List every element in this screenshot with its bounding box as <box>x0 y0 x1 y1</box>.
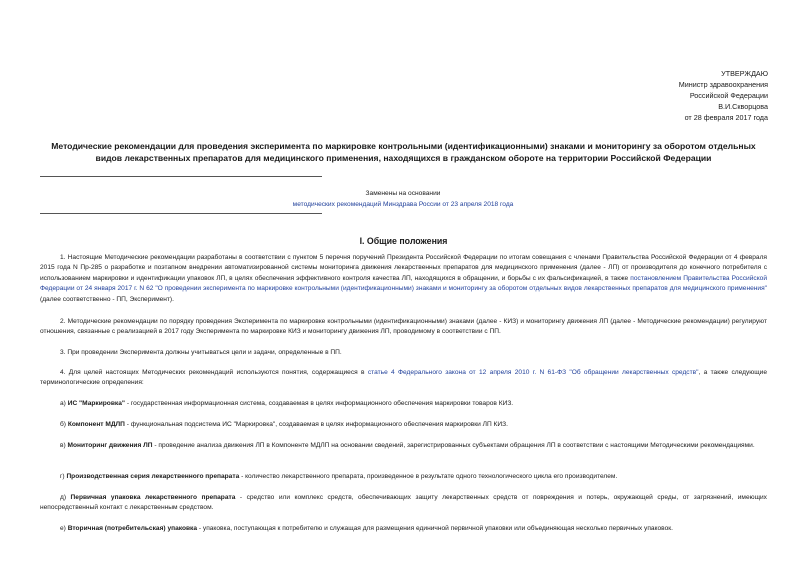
approval-position: Министр здравоохранения <box>678 80 768 89</box>
definition-e <box>40 493 767 514</box>
paragraph-1-tail: (далее соответственно - ПП, Эксперимент). <box>40 295 174 303</box>
section-heading: I. Общие положения <box>359 236 448 246</box>
paragraph-3: 3. При проведении Эксперимента должны учитываться цели и задачи, определенные в ПП. <box>60 349 342 356</box>
document-title: Методические рекомендации для проведения эксперимента по маркировке контрольными (идентификационными) знаками и мониторингу за оборотом отдельных видов лекарственных препаратов для медицинского применения, находящихся в гражданском обороте на территории Российской Федерации <box>51 141 756 163</box>
approval-block <box>568 68 768 123</box>
paragraph-4 <box>40 368 767 389</box>
definition-a-term: ИС "Маркировка" <box>67 400 125 407</box>
definition-f-prefix: е) <box>60 525 68 532</box>
definition-e-prefix: д) <box>60 494 71 501</box>
definition-a-text: - государственная информационная система, создаваемая в целях информационного обеспечения маркировки товаров КИЗ. <box>125 400 514 407</box>
approval-country: Российской Федерации <box>689 91 768 100</box>
definition-a-prefix: а) <box>60 400 68 407</box>
definition-c <box>40 441 767 451</box>
definition-b-prefix: б) <box>60 421 68 428</box>
definition-f <box>40 524 767 534</box>
paragraph-4-text: 4. Для целей настоящих Методических рекомендаций используются понятия, содержащиеся в <box>60 369 368 376</box>
definition-d-text: - количество лекарственного препарата, произведенное в результате одного технологического цикла его производителем. <box>239 473 618 480</box>
replaced-link[interactable]: методических рекомендаций Минздрава России от 23 апреля 2018 года <box>292 201 514 208</box>
paragraph-1-text: 1. Настоящие Методические рекомендации разработаны в соответствии с пунктом 5 перечня поручений Президента Российской Федерации по итогам совещания с членами Правительства Российской Федерации от 4 февраля 2015 года N Пр-285 о разработке и поэтапном внедрении автоматизированной системы мониторинга движения лекарственных препаратов для медицинского применения (далее - ЛП) от производителя до конечного потребителя с использованием маркировки и идентификации упаковок ЛП, в целях обеспечения эффективного контроля качества ЛП, находящихся в обращении, и борьбы с их фальсификацией, в также <box>40 254 767 282</box>
definition-c-prefix: в) <box>60 442 68 449</box>
definition-d <box>40 472 767 482</box>
approval-label: УТВЕРЖДАЮ <box>721 69 768 78</box>
definition-e-text: - средство или комплекс средств, обеспечивающих защиту лекарственных средств от повреждения и потерь, окружающей среды, от загрязнений, имеющих непосредственный контакт с лекарственным средством. <box>40 494 767 512</box>
paragraph-4-tail: , а также следующие терминологические определения: <box>40 369 768 387</box>
divider-top <box>40 176 322 177</box>
definition-f-term: Вторичная (потребительская) упаковка <box>67 525 198 532</box>
definition-e-term: Первичная упаковка лекарственного препарата <box>70 494 236 501</box>
replaced-text: Заменены на основании <box>365 190 441 197</box>
definition-c-text: - проведение анализа движения ЛП в Компоненте МДЛП на основании сведений, зарегистрированных субъектами обращения ЛП в соответствии с настоящими Методическими рекомендациями. <box>152 442 755 449</box>
definition-b-text: - функциональная подсистема ИС "Маркировка", создаваемая в целях информационного обеспечения маркировки ЛП КИЗ. <box>124 421 508 428</box>
paragraph-1 <box>40 253 767 305</box>
definition-d-term: Производственная серия лекарственного препарата <box>66 473 240 480</box>
replaced-note <box>230 188 576 210</box>
approval-date: от 28 февраля 2017 года <box>684 113 768 122</box>
federal-law-link[interactable]: статье 4 Федерального закона от 12 апреля 2010 г. N 61-ФЗ "Об обращении лекарственных средств" <box>367 369 699 376</box>
paragraph-2: 2. Методические рекомендации по порядку проведения Эксперимента по маркировке контрольными (идентификационными) знаками (далее - КИЗ) и мониторингу движения ЛП (далее - Методические рекомендации) регулируют отношения, связанные с реализацией в 2017 году Эксперимента по маркировке КИЗ и мониторингу движения ЛП, проводимому в соответствии с ПП. <box>40 318 767 336</box>
government-decree-link[interactable]: постановлением Правительства Российской Федерации от 24 января 2017 г. N 62 "О проведении эксперимента по маркировке контрольными (идентификационными) знаками и мониторингу за оборотом отдельных видов лекарственных препаратов для медицинского применения" <box>40 274 767 293</box>
approval-signer: В.И.Скворцова <box>718 102 768 111</box>
definition-f-text: - упаковка, поступающая к потребителю и служащая для размещения единичной первичной упаковки или объединяющая несколько первичных упаковок. <box>197 525 673 532</box>
definition-c-term: Мониторинг движения ЛП <box>67 442 153 449</box>
definition-b-term: Компонент МДЛП <box>67 421 125 428</box>
definition-b <box>40 420 767 430</box>
divider-bottom <box>40 213 322 214</box>
definition-a <box>40 399 767 409</box>
definition-d-prefix: г) <box>60 473 67 480</box>
